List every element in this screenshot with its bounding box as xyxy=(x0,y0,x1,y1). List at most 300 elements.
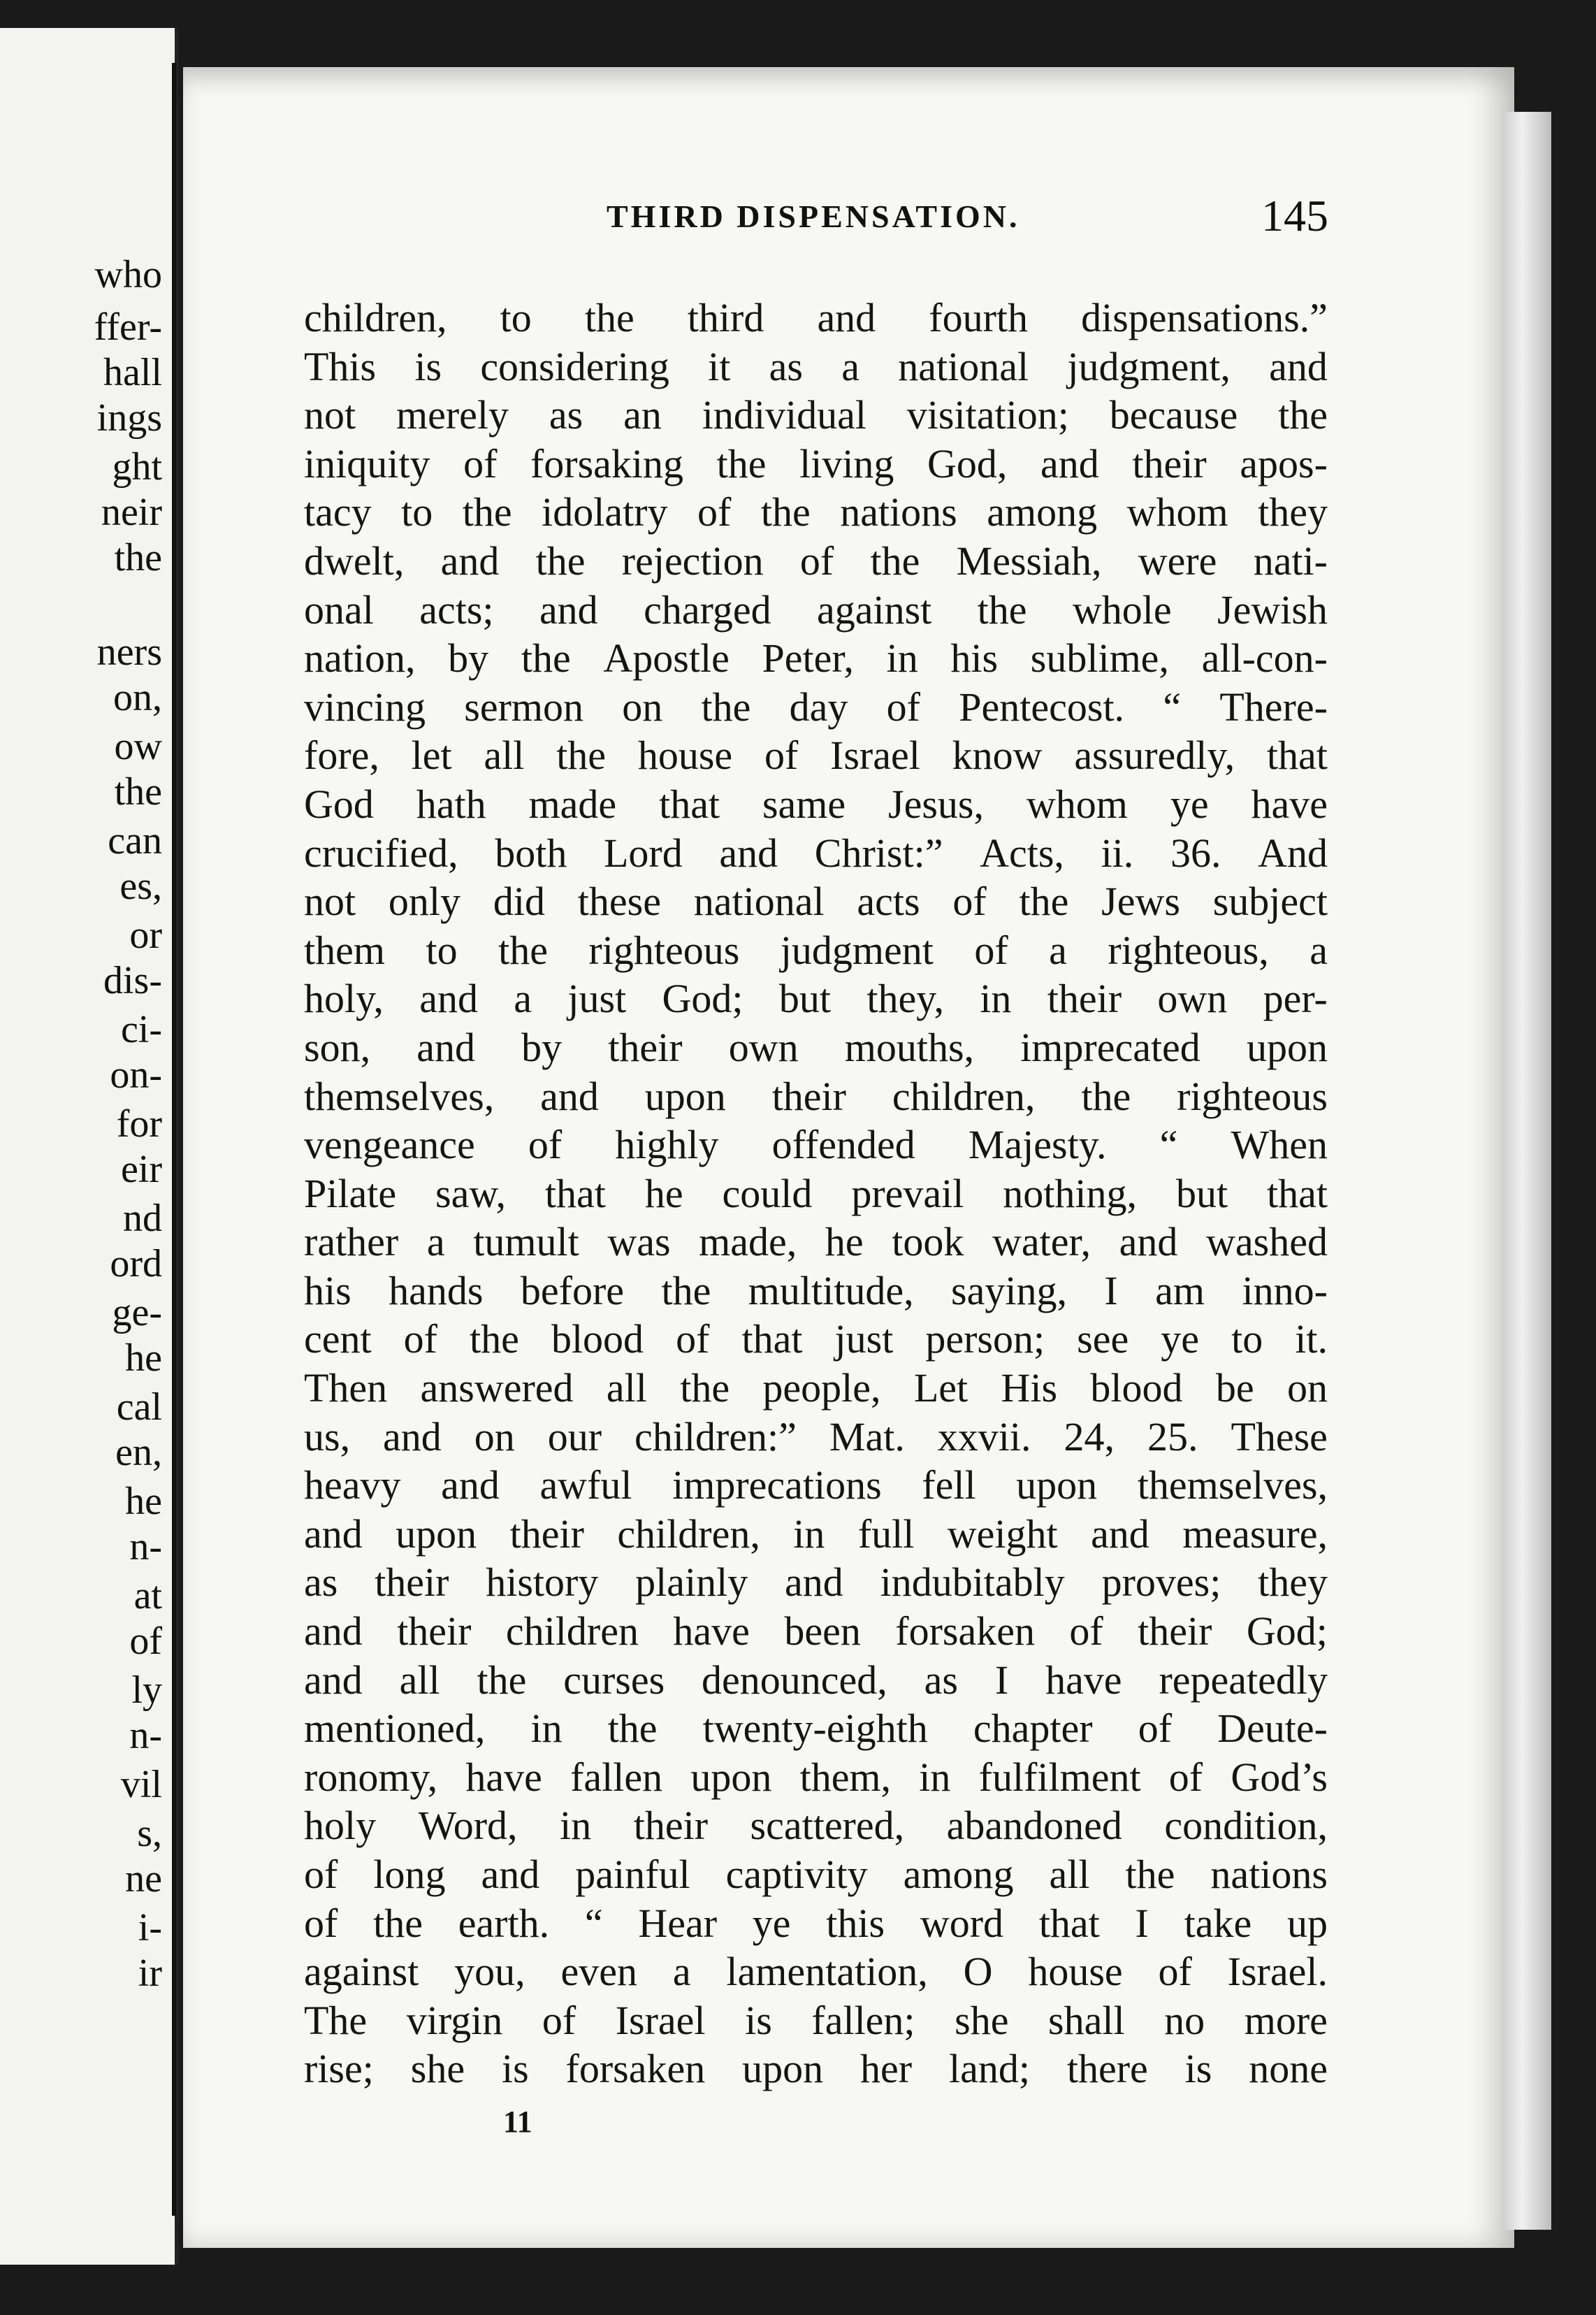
previous-page-text-fragment: ir xyxy=(138,1952,162,1995)
previous-page-text-fragment: ght xyxy=(112,445,162,489)
text-word: in xyxy=(560,1803,592,1849)
text-word: idolatry xyxy=(542,489,668,535)
text-word: person; xyxy=(925,1316,1045,1362)
text-word: have xyxy=(673,1608,750,1654)
text-word: apos- xyxy=(1240,440,1328,486)
text-word: they xyxy=(1258,489,1328,535)
text-word: the xyxy=(462,489,512,535)
text-word: an xyxy=(623,392,662,438)
text-word: none xyxy=(1249,2046,1328,2092)
text-word: you, xyxy=(454,1949,525,1995)
text-word: nation, xyxy=(304,635,416,681)
text-word: forsaking xyxy=(530,440,684,486)
text-word: the xyxy=(1081,1073,1131,1119)
text-word: it xyxy=(708,343,731,389)
text-word: and xyxy=(441,1462,500,1508)
text-word: and xyxy=(1269,343,1328,389)
text-word: blood xyxy=(1090,1365,1183,1411)
text-word: upon xyxy=(1016,1462,1098,1508)
text-word: is xyxy=(501,2046,529,2092)
text-word: and xyxy=(416,1024,475,1070)
text-word: ronomy, xyxy=(304,1754,438,1800)
text-word: nations xyxy=(1210,1852,1328,1897)
text-word: the xyxy=(470,1316,519,1362)
text-word: is xyxy=(1184,2046,1212,2092)
previous-page-text-fragment: who xyxy=(94,253,162,296)
text-word: upon xyxy=(396,1510,477,1557)
text-word: tacy xyxy=(304,489,372,535)
text-line xyxy=(304,1753,1328,1802)
text-word: his xyxy=(950,635,999,681)
text-word: the xyxy=(477,1657,527,1703)
text-word: highly xyxy=(615,1122,719,1168)
text-line xyxy=(304,342,1328,391)
text-word: holy xyxy=(304,1803,377,1849)
text-word: vincing xyxy=(304,684,426,730)
text-word: shall xyxy=(1048,1997,1125,2043)
text-word: did xyxy=(493,879,545,925)
text-word: all xyxy=(1049,1852,1090,1897)
text-word: dispensations.” xyxy=(1081,295,1328,340)
running-head: THIRD DISPENSATION. xyxy=(607,199,1020,234)
text-word: their xyxy=(633,1803,709,1849)
text-word: the xyxy=(584,295,634,340)
text-line xyxy=(304,1461,1328,1510)
text-word: whom xyxy=(1126,489,1228,535)
text-word: nati- xyxy=(1253,538,1328,584)
text-line xyxy=(304,1558,1328,1607)
text-word: her xyxy=(860,2046,913,2092)
text-word: their xyxy=(1132,440,1207,486)
text-word: and xyxy=(1040,440,1099,486)
text-word: visitation; xyxy=(906,392,1069,438)
text-word: upon xyxy=(1246,1024,1328,1070)
text-word: she xyxy=(410,2046,465,2092)
text-word: upon xyxy=(690,1754,772,1800)
text-word: hath xyxy=(416,781,486,827)
text-word: themselves, xyxy=(1137,1462,1328,1508)
text-word: that xyxy=(741,1316,803,1362)
text-word: not xyxy=(304,879,356,925)
text-word: 25. xyxy=(1147,1413,1198,1459)
text-word: mouths, xyxy=(844,1024,975,1070)
text-word: individual xyxy=(702,392,866,438)
text-word: were xyxy=(1138,538,1217,584)
text-word: water, xyxy=(992,1219,1091,1265)
previous-page-text-fragment: cal xyxy=(116,1385,162,1429)
text-word: these xyxy=(577,879,661,925)
text-word: children, xyxy=(617,1510,760,1557)
text-line xyxy=(304,780,1328,829)
text-word: Let xyxy=(913,1365,969,1411)
text-word: all xyxy=(399,1657,440,1703)
text-word: The xyxy=(304,1997,368,2043)
text-word: of xyxy=(542,1997,576,2043)
text-word: he xyxy=(825,1219,864,1265)
text-word: Messiah, xyxy=(956,538,1102,584)
text-line xyxy=(304,1996,1328,2045)
previous-page-edge xyxy=(0,28,179,2265)
text-word: the xyxy=(870,538,920,584)
text-word: land; xyxy=(948,2046,1030,2092)
text-word: tumult xyxy=(473,1219,579,1265)
text-word: the xyxy=(607,1705,658,1752)
previous-page-text-fragment: can xyxy=(108,819,162,863)
text-word: I xyxy=(994,1657,1009,1703)
text-word: the xyxy=(661,1267,711,1313)
text-word: of xyxy=(886,684,920,730)
text-line xyxy=(304,683,1328,732)
text-line xyxy=(304,294,1328,342)
text-line xyxy=(304,634,1328,683)
text-word: of xyxy=(1158,1949,1192,1995)
text-word: children, xyxy=(892,1073,1036,1119)
text-word: repeatedly xyxy=(1159,1657,1328,1703)
previous-page-text-fragment: ge- xyxy=(112,1291,162,1334)
text-word: proves; xyxy=(1101,1559,1221,1606)
text-word: chapter xyxy=(973,1705,1093,1752)
text-word: take xyxy=(1184,1900,1252,1946)
previous-page-text-fragment: he xyxy=(125,1480,162,1523)
text-word: scattered, xyxy=(750,1803,905,1849)
text-word: dwelt, xyxy=(304,538,405,584)
previous-page-text-fragment: on- xyxy=(110,1053,162,1097)
text-word: the xyxy=(521,635,571,681)
text-word: judgment xyxy=(780,927,934,973)
text-word: to xyxy=(401,489,433,535)
text-word: as xyxy=(924,1657,958,1703)
text-word: own xyxy=(728,1024,799,1070)
text-word: a xyxy=(841,343,859,389)
text-word: that xyxy=(544,1170,606,1216)
text-word: This xyxy=(304,343,377,389)
text-word: mentioned, xyxy=(304,1705,486,1752)
text-word: and xyxy=(817,295,876,340)
text-word: see xyxy=(1077,1316,1129,1362)
text-word: have xyxy=(465,1754,542,1800)
text-word: “ xyxy=(584,1900,603,1946)
text-word: as xyxy=(549,392,583,438)
text-word: in xyxy=(886,635,918,681)
text-word: as xyxy=(769,343,803,389)
text-word: imprecations xyxy=(672,1462,882,1508)
text-word: their xyxy=(509,1510,584,1557)
text-word: crucified, xyxy=(304,830,458,876)
previous-page-text-fragment: nd xyxy=(123,1197,162,1240)
text-word: in xyxy=(530,1705,563,1752)
text-word: Jesus, xyxy=(888,781,985,827)
text-word: and xyxy=(540,1073,599,1119)
text-word: us, xyxy=(304,1413,351,1459)
text-word: themselves, xyxy=(304,1073,495,1119)
text-word: it. xyxy=(1295,1316,1328,1362)
text-word: of xyxy=(528,1122,563,1168)
text-word: word xyxy=(920,1900,1004,1946)
text-line xyxy=(304,1218,1328,1267)
previous-page-text-fragment: n- xyxy=(129,1525,162,1568)
text-word: abandoned xyxy=(946,1803,1122,1849)
text-word: by xyxy=(448,635,489,681)
previous-page-text-fragment: ffer- xyxy=(94,305,162,349)
previous-page-text-fragment: ly xyxy=(131,1668,162,1712)
text-word: His xyxy=(1001,1365,1058,1411)
previous-page-text-fragment: ord xyxy=(110,1242,162,1285)
text-word: charged xyxy=(644,586,771,633)
text-line xyxy=(304,1656,1328,1705)
text-word: Israel xyxy=(830,733,920,779)
text-word: sublime, xyxy=(1030,635,1169,681)
text-word: captivity xyxy=(725,1852,868,1897)
text-line xyxy=(304,1267,1328,1315)
text-word: fallen xyxy=(570,1754,663,1800)
text-word: the xyxy=(701,684,751,730)
previous-page-text-fragment: dis- xyxy=(103,959,162,1002)
text-word: God’s xyxy=(1231,1754,1328,1800)
text-word: their xyxy=(771,1073,846,1119)
text-word: forsaken xyxy=(565,2046,706,2092)
text-word: Deute- xyxy=(1217,1705,1328,1752)
text-word: merely xyxy=(396,392,509,438)
text-word: among xyxy=(987,489,1098,535)
text-word: Peter, xyxy=(762,635,854,681)
text-word: condition, xyxy=(1164,1803,1328,1849)
text-word: and xyxy=(1119,1219,1178,1265)
text-word: fore, xyxy=(304,733,379,779)
text-word: of xyxy=(952,879,987,925)
text-word: Israel xyxy=(615,1997,706,2043)
text-word: have xyxy=(1251,781,1328,827)
text-word: that xyxy=(1266,733,1328,779)
text-word: Mat. xyxy=(829,1413,905,1459)
text-word: God, xyxy=(927,440,1008,486)
text-word: them xyxy=(304,927,385,973)
text-word: the xyxy=(760,489,811,535)
page-gutter xyxy=(172,63,176,2216)
text-word: lamentation, xyxy=(726,1949,928,1995)
page-number: 145 xyxy=(1261,191,1328,240)
text-word: indubitably xyxy=(880,1559,1065,1606)
text-word: am xyxy=(1155,1267,1205,1313)
text-word: righteous xyxy=(1177,1073,1328,1119)
previous-page-text-fragment: hall xyxy=(103,351,162,394)
text-word: and xyxy=(785,1559,843,1606)
text-word: more xyxy=(1244,1997,1328,2043)
previous-page-text-fragment: ci- xyxy=(120,1008,162,1051)
text-word: people, xyxy=(762,1365,881,1411)
text-line xyxy=(304,1704,1328,1753)
text-word: the xyxy=(373,1900,423,1946)
text-word: because xyxy=(1109,392,1238,438)
text-word: whole xyxy=(1072,586,1172,633)
text-word: 24, xyxy=(1064,1413,1115,1459)
text-word: have xyxy=(1045,1657,1122,1703)
text-word: on xyxy=(474,1413,515,1459)
text-word: judgment, xyxy=(1067,343,1231,389)
text-word: even xyxy=(560,1949,637,1995)
text-word: upon xyxy=(644,1073,726,1119)
text-line xyxy=(304,829,1328,878)
text-line xyxy=(304,1947,1328,1996)
previous-page-text-fragment: ne xyxy=(125,1857,162,1901)
text-word: of xyxy=(974,927,1008,973)
previous-page-text-fragment: or xyxy=(129,914,162,957)
text-word: full xyxy=(857,1510,915,1557)
text-word: on xyxy=(622,684,663,730)
text-word: there xyxy=(1066,2046,1148,2092)
text-word: I xyxy=(1104,1267,1118,1313)
text-word: of xyxy=(403,1316,437,1362)
text-word: and xyxy=(419,976,478,1022)
previous-page-text-fragment: for xyxy=(116,1102,162,1146)
text-word: Christ:” xyxy=(814,830,943,876)
text-line xyxy=(304,974,1328,1023)
text-word: the xyxy=(535,538,586,584)
text-word: earth. xyxy=(458,1900,550,1946)
text-word: of xyxy=(1168,1754,1203,1800)
text-word: of xyxy=(1069,1608,1103,1654)
text-word: son, xyxy=(304,1024,371,1070)
text-word: twenty-eighth xyxy=(702,1705,928,1752)
text-word: iniquity xyxy=(304,440,430,486)
text-word: not xyxy=(304,392,356,438)
text-word: ii. xyxy=(1101,830,1134,876)
previous-page-text-fragment: ow xyxy=(114,725,162,768)
text-word: Then xyxy=(304,1365,388,1411)
text-word: blood xyxy=(551,1316,644,1362)
text-line xyxy=(304,1510,1328,1559)
text-word: and xyxy=(304,1608,363,1654)
text-line xyxy=(304,1364,1328,1413)
text-word: children xyxy=(505,1608,639,1654)
text-word: know xyxy=(952,733,1043,779)
text-word: the xyxy=(498,927,548,973)
text-word: all-con- xyxy=(1201,635,1328,681)
text-line xyxy=(304,926,1328,975)
text-word: all xyxy=(606,1365,647,1411)
text-word: children, xyxy=(304,295,447,340)
text-word: his xyxy=(304,1267,351,1313)
text-word: that xyxy=(1038,1900,1100,1946)
text-word: and xyxy=(539,586,598,633)
text-line xyxy=(304,2044,1328,2093)
text-word: God; xyxy=(1246,1608,1328,1654)
text-word: house xyxy=(1028,1949,1123,1995)
text-word: national xyxy=(898,343,1029,389)
text-word: of xyxy=(799,538,834,584)
previous-page-text-fragment: the xyxy=(114,770,162,814)
text-word: fell xyxy=(922,1462,976,1508)
text-word: These xyxy=(1231,1413,1328,1459)
text-word: living xyxy=(799,440,894,486)
text-word: own xyxy=(1157,976,1228,1022)
text-word: and xyxy=(383,1413,442,1459)
text-word: ye xyxy=(752,1900,791,1946)
text-word: forsaken xyxy=(895,1608,1035,1654)
text-word: long xyxy=(373,1852,446,1897)
text-line xyxy=(304,1850,1328,1899)
text-word: to xyxy=(426,927,458,973)
text-word: Israel. xyxy=(1227,1949,1328,1995)
text-word: ye xyxy=(1161,1316,1200,1362)
text-word: he xyxy=(644,1170,683,1216)
previous-page-text-fragment: es, xyxy=(119,865,162,908)
text-word: curses xyxy=(563,1657,665,1703)
text-word: history xyxy=(486,1559,599,1606)
text-line xyxy=(304,586,1328,635)
text-word: and xyxy=(719,830,778,876)
text-word: the xyxy=(716,440,767,486)
text-word: them, xyxy=(799,1754,892,1800)
text-word: Acts, xyxy=(980,830,1064,876)
text-word: righteous, xyxy=(1108,927,1269,973)
text-word: rise; xyxy=(304,2046,374,2092)
text-word: been xyxy=(784,1608,861,1654)
previous-page-text-fragment: en, xyxy=(115,1431,162,1474)
text-word: saw, xyxy=(435,1170,506,1216)
text-word: their xyxy=(1047,976,1122,1022)
text-word: of xyxy=(697,489,732,535)
text-word: acts xyxy=(857,879,920,925)
text-word: Hear xyxy=(638,1900,718,1946)
text-line xyxy=(304,1899,1328,1948)
text-line xyxy=(304,440,1328,489)
text-word: nations xyxy=(840,489,957,535)
text-word: saying, xyxy=(951,1267,1067,1313)
text-word: holy, xyxy=(304,976,384,1022)
text-word: she xyxy=(955,1997,1009,2043)
previous-page-text-fragment: the xyxy=(114,536,162,579)
previous-page-text-fragment: vil xyxy=(120,1763,162,1806)
signature-mark: 11 xyxy=(503,2105,532,2139)
text-word: our xyxy=(547,1413,602,1459)
text-line xyxy=(304,1072,1328,1121)
text-line xyxy=(304,488,1328,537)
text-word: that xyxy=(1267,1170,1328,1216)
text-word: the xyxy=(1019,879,1069,925)
text-line xyxy=(304,1801,1328,1850)
text-word: and xyxy=(481,1852,540,1897)
text-word: in xyxy=(980,976,1012,1022)
text-word: 36. xyxy=(1170,830,1221,876)
text-word: this xyxy=(826,1900,885,1946)
text-word: rather xyxy=(304,1219,399,1265)
text-word: the xyxy=(556,733,607,779)
text-word: of xyxy=(304,1852,338,1897)
previous-page-text-fragment: eir xyxy=(120,1148,162,1191)
text-word: was xyxy=(607,1219,671,1265)
text-word: they, xyxy=(866,976,944,1022)
text-word: against xyxy=(304,1949,419,1995)
text-word: nothing, xyxy=(1003,1170,1138,1216)
text-word: hands xyxy=(389,1267,484,1313)
text-word: answered xyxy=(420,1365,574,1411)
text-word: the xyxy=(680,1365,730,1411)
text-word: plainly xyxy=(635,1559,748,1606)
previous-page-text-fragment: he xyxy=(125,1336,162,1380)
previous-page-text-fragment: s, xyxy=(137,1812,162,1855)
text-word: children:” xyxy=(634,1413,797,1459)
text-word: of xyxy=(463,440,498,486)
text-word: of xyxy=(676,1316,710,1362)
text-word: and xyxy=(304,1510,363,1557)
text-word: same xyxy=(762,781,846,827)
text-word: the xyxy=(1125,1852,1175,1897)
text-line xyxy=(304,537,1328,586)
text-word: their xyxy=(608,1024,683,1070)
text-word: awful xyxy=(539,1462,632,1508)
text-word: let xyxy=(411,733,452,779)
text-word: inno- xyxy=(1242,1267,1328,1313)
